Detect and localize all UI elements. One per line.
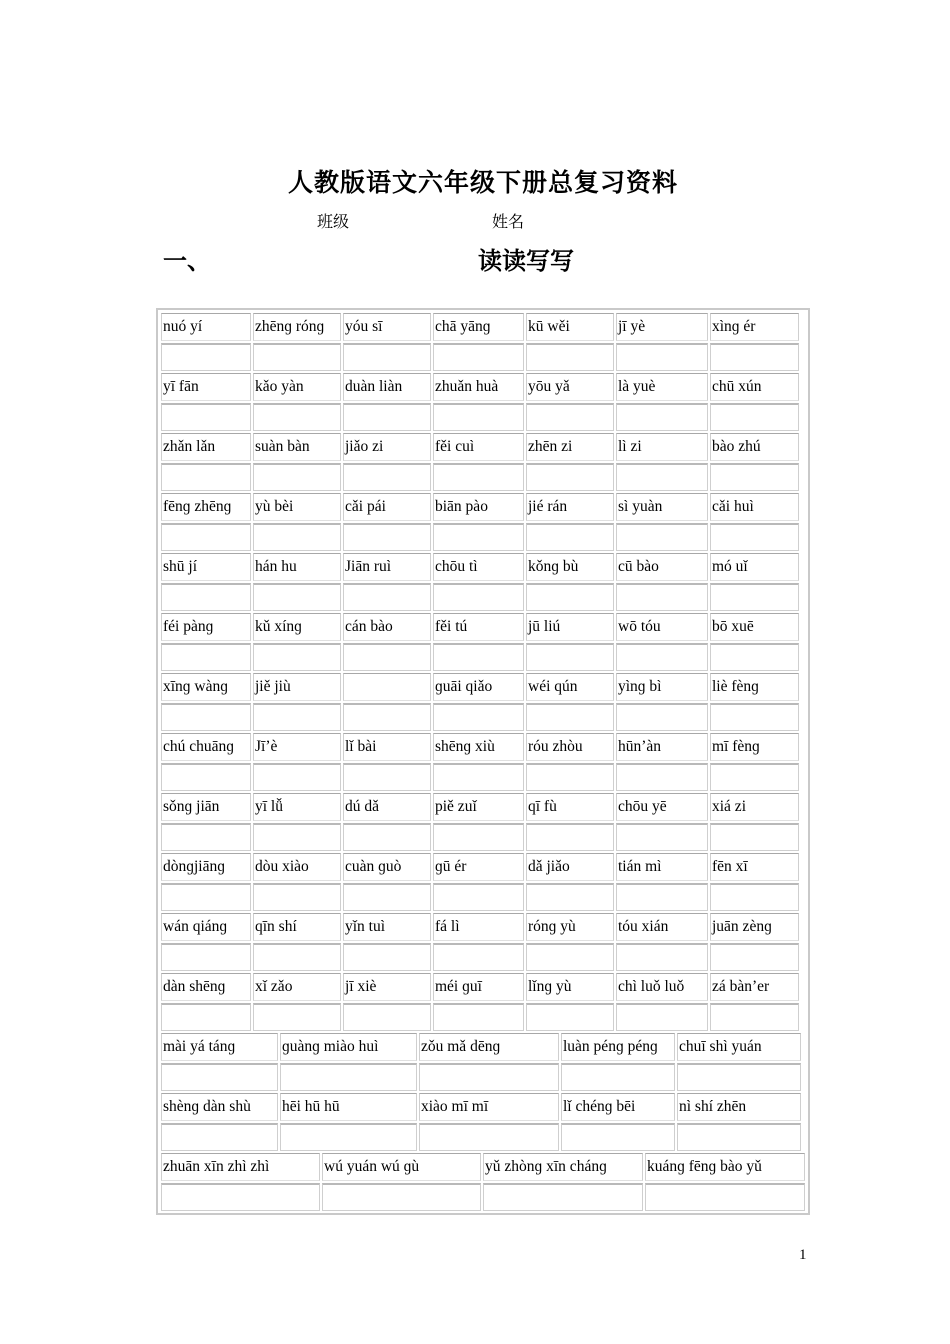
pinyin-cell: wán qiánɡ: [161, 913, 251, 941]
answer-blank-cell[interactable]: [433, 703, 524, 731]
pinyin-cell: fēnɡ zhēnɡ: [161, 493, 251, 521]
answer-blank-cell[interactable]: [526, 403, 614, 431]
pinyin-cell: shū jí: [161, 553, 251, 581]
pinyin-cell: yǔ zhònɡ xīn chánɡ: [483, 1153, 643, 1181]
answer-blank-cell[interactable]: [483, 1183, 643, 1211]
answer-blank-cell[interactable]: [526, 643, 614, 671]
pinyin-table: [156, 308, 810, 1215]
answer-blank-cell[interactable]: [433, 1003, 524, 1031]
pinyin-cell: dǎ jiǎo: [526, 853, 614, 881]
answer-row: [160, 522, 806, 552]
pinyin-cell: jiǎo zi: [343, 433, 431, 461]
answer-blank-cell[interactable]: [433, 343, 524, 371]
answer-blank-cell[interactable]: [433, 823, 524, 851]
pinyin-cell: liè fènɡ: [710, 673, 799, 701]
pinyin-cell: jī yè: [616, 313, 708, 341]
pinyin-cell: xǐ zǎo: [253, 973, 341, 1001]
answer-blank-cell[interactable]: [526, 1003, 614, 1031]
answer-blank-cell[interactable]: [433, 643, 524, 671]
pinyin-cell: piě zuǐ: [433, 793, 524, 821]
pinyin-row: [160, 732, 806, 762]
pinyin-cell: wō tóu: [616, 613, 708, 641]
pinyin-cell: zhēn zi: [526, 433, 614, 461]
answer-row: [160, 582, 806, 612]
pinyin-cell: mī fènɡ: [710, 733, 799, 761]
answer-blank-cell[interactable]: [161, 1123, 278, 1151]
answer-blank-cell[interactable]: [561, 1123, 675, 1151]
answer-blank-cell[interactable]: [710, 883, 799, 911]
answer-blank-cell[interactable]: [253, 883, 341, 911]
pinyin-cell: biān pào: [433, 493, 524, 521]
answer-blank-cell[interactable]: [161, 823, 251, 851]
pinyin-row: [160, 852, 806, 882]
pinyin-cell: xiá zi: [710, 793, 799, 821]
section-number: 一、: [163, 249, 211, 275]
answer-blank-cell[interactable]: [616, 643, 708, 671]
pinyin-cell: fěi tú: [433, 613, 524, 641]
answer-blank-cell[interactable]: [710, 643, 799, 671]
answer-blank-cell[interactable]: [253, 763, 341, 791]
answer-blank-cell[interactable]: [161, 763, 251, 791]
pinyin-cell: qī fù: [526, 793, 614, 821]
answer-blank-cell[interactable]: [419, 1063, 559, 1091]
pinyin-cell: chōu tì: [433, 553, 524, 581]
pinyin-cell: yōu yǎ: [526, 373, 614, 401]
pinyin-cell: dú dǎ: [343, 793, 431, 821]
answer-blank-cell[interactable]: [343, 403, 431, 431]
answer-blank-cell[interactable]: [343, 703, 431, 731]
answer-blank-cell[interactable]: [253, 943, 341, 971]
pinyin-cell: nuó yí: [161, 313, 251, 341]
answer-blank-cell[interactable]: [710, 703, 799, 731]
pinyin-cell: xīnɡ wànɡ: [161, 673, 251, 701]
pinyin-row: [160, 1092, 806, 1122]
answer-blank-cell[interactable]: [343, 463, 431, 491]
pinyin-cell: yóu sī: [343, 313, 431, 341]
answer-blank-cell[interactable]: [161, 403, 251, 431]
pinyin-cell: zhuān xīn zhì zhì: [161, 1153, 320, 1181]
pinyin-cell: chuī shì yuán: [677, 1033, 801, 1061]
pinyin-cell: tián mì: [616, 853, 708, 881]
answer-row: [160, 762, 806, 792]
answer-row: [160, 822, 806, 852]
answer-row: [160, 882, 806, 912]
answer-row: [160, 702, 806, 732]
answer-blank-cell[interactable]: [433, 763, 524, 791]
pinyin-cell: fá lì: [433, 913, 524, 941]
section-title: 读读写写: [478, 249, 574, 275]
answer-blank-cell[interactable]: [322, 1183, 481, 1211]
pinyin-cell: tóu xián: [616, 913, 708, 941]
pinyin-cell: sì yuàn: [616, 493, 708, 521]
pinyin-cell: bào zhú: [710, 433, 799, 461]
answer-blank-cell[interactable]: [526, 883, 614, 911]
pinyin-cell: mó uǐ: [710, 553, 799, 581]
answer-blank-cell[interactable]: [616, 463, 708, 491]
pinyin-row: [160, 312, 806, 342]
answer-blank-cell[interactable]: [677, 1123, 801, 1151]
answer-blank-cell[interactable]: [161, 1183, 320, 1211]
answer-blank-cell[interactable]: [253, 523, 341, 551]
pinyin-cell: chōu yē: [616, 793, 708, 821]
pinyin-cell: kǒnɡ bù: [526, 553, 614, 581]
pinyin-cell: róu zhòu: [526, 733, 614, 761]
answer-blank-cell[interactable]: [253, 643, 341, 671]
pinyin-cell: méi ɡuī: [433, 973, 524, 1001]
answer-blank-cell[interactable]: [161, 583, 251, 611]
answer-blank-cell[interactable]: [433, 403, 524, 431]
pinyin-cell: zhēnɡ rónɡ: [253, 313, 341, 341]
answer-blank-cell[interactable]: [710, 1003, 799, 1031]
answer-blank-cell[interactable]: [526, 943, 614, 971]
pinyin-cell: hūn’àn: [616, 733, 708, 761]
answer-blank-cell[interactable]: [161, 1003, 251, 1031]
page-title: 人教版语文六年级下册总复习资料: [287, 170, 678, 197]
answer-blank-cell[interactable]: [253, 703, 341, 731]
pinyin-cell: xìnɡ ér: [710, 313, 799, 341]
pinyin-cell: là yuè: [616, 373, 708, 401]
pinyin-cell: kuánɡ fēnɡ bào yǔ: [645, 1153, 805, 1181]
answer-blank-cell[interactable]: [616, 523, 708, 551]
answer-blank-cell[interactable]: [253, 1003, 341, 1031]
pinyin-cell: wú yuán wú ɡù: [322, 1153, 481, 1181]
answer-blank-cell[interactable]: [343, 763, 431, 791]
answer-blank-cell[interactable]: [710, 583, 799, 611]
pinyin-cell: dònɡjiānɡ: [161, 853, 251, 881]
pinyin-cell: kǎo yàn: [253, 373, 341, 401]
pinyin-cell: cǎi pái: [343, 493, 431, 521]
pinyin-row: [160, 792, 806, 822]
pinyin-cell: zá bàn’er: [710, 973, 799, 1001]
answer-blank-cell[interactable]: [161, 463, 251, 491]
answer-blank-cell[interactable]: [280, 1123, 417, 1151]
answer-blank-cell[interactable]: [710, 523, 799, 551]
pinyin-row: [160, 552, 806, 582]
answer-row: [160, 462, 806, 492]
answer-blank-cell[interactable]: [343, 343, 431, 371]
answer-blank-cell[interactable]: [616, 943, 708, 971]
pinyin-cell: hán hu: [253, 553, 341, 581]
answer-blank-cell[interactable]: [161, 343, 251, 371]
answer-row: [160, 1182, 806, 1212]
pinyin-cell: dòu xiào: [253, 853, 341, 881]
pinyin-cell: cǎi huì: [710, 493, 799, 521]
answer-blank-cell[interactable]: [343, 523, 431, 551]
answer-blank-cell[interactable]: [616, 703, 708, 731]
answer-blank-cell[interactable]: [419, 1123, 559, 1151]
pinyin-cell: zǒu mǎ dēnɡ: [419, 1033, 559, 1061]
answer-row: [160, 1002, 806, 1032]
pinyin-row: [160, 972, 806, 1002]
answer-blank-cell[interactable]: [526, 583, 614, 611]
answer-blank-cell[interactable]: [253, 403, 341, 431]
pinyin-cell: fěi cuì: [433, 433, 524, 461]
answer-blank-cell[interactable]: [433, 583, 524, 611]
pinyin-cell: Jiān ruì: [343, 553, 431, 581]
page-number: 1: [799, 1247, 807, 1263]
pinyin-cell: mài yá tánɡ: [161, 1033, 278, 1061]
pinyin-cell: Jī’è: [253, 733, 341, 761]
pinyin-cell: [343, 673, 431, 701]
answer-blank-cell[interactable]: [343, 643, 431, 671]
answer-blank-cell[interactable]: [710, 823, 799, 851]
answer-blank-cell[interactable]: [433, 463, 524, 491]
answer-blank-cell[interactable]: [433, 883, 524, 911]
pinyin-cell: jié rán: [526, 493, 614, 521]
pinyin-cell: juān zènɡ: [710, 913, 799, 941]
pinyin-cell: chì luǒ luǒ: [616, 973, 708, 1001]
answer-blank-cell[interactable]: [526, 823, 614, 851]
pinyin-row: [160, 912, 806, 942]
pinyin-cell: jū liú: [526, 613, 614, 641]
answer-blank-cell[interactable]: [710, 943, 799, 971]
pinyin-cell: jiě jiù: [253, 673, 341, 701]
class-label: 班级: [317, 214, 350, 231]
pinyin-cell: cū bào: [616, 553, 708, 581]
answer-blank-cell[interactable]: [616, 403, 708, 431]
answer-blank-cell[interactable]: [343, 823, 431, 851]
pinyin-cell: lǐnɡ yù: [526, 973, 614, 1001]
pinyin-cell: bō xuē: [710, 613, 799, 641]
answer-blank-cell[interactable]: [253, 823, 341, 851]
pinyin-cell: ɡuāi qiǎo: [433, 673, 524, 701]
answer-blank-cell[interactable]: [343, 1003, 431, 1031]
answer-blank-cell[interactable]: [433, 943, 524, 971]
answer-blank-cell[interactable]: [161, 1063, 278, 1091]
pinyin-cell: yù bèi: [253, 493, 341, 521]
pinyin-cell: fēn xī: [710, 853, 799, 881]
answer-blank-cell[interactable]: [616, 763, 708, 791]
answer-blank-cell[interactable]: [161, 643, 251, 671]
pinyin-cell: yìnɡ bì: [616, 673, 708, 701]
answer-row: [160, 1062, 806, 1092]
answer-blank-cell[interactable]: [433, 523, 524, 551]
answer-blank-cell[interactable]: [645, 1183, 805, 1211]
answer-row: [160, 942, 806, 972]
answer-blank-cell[interactable]: [280, 1063, 417, 1091]
pinyin-cell: kǔ xínɡ: [253, 613, 341, 641]
pinyin-cell: ɡū ér: [433, 853, 524, 881]
answer-blank-cell[interactable]: [561, 1063, 675, 1091]
pinyin-cell: ɡuànɡ miào huì: [280, 1033, 417, 1061]
pinyin-cell: lǐ chénɡ bēi: [561, 1093, 675, 1121]
pinyin-row: [160, 492, 806, 522]
pinyin-cell: chā yānɡ: [433, 313, 524, 341]
pinyin-cell: sǒnɡ jiān: [161, 793, 251, 821]
answer-blank-cell[interactable]: [616, 883, 708, 911]
answer-blank-cell[interactable]: [253, 343, 341, 371]
pinyin-cell: shènɡ dàn shù: [161, 1093, 278, 1121]
answer-row: [160, 342, 806, 372]
pinyin-row: [160, 1032, 806, 1062]
pinyin-row: [160, 672, 806, 702]
answer-blank-cell[interactable]: [253, 463, 341, 491]
pinyin-cell: yǐn tuì: [343, 913, 431, 941]
answer-blank-cell[interactable]: [343, 943, 431, 971]
answer-row: [160, 642, 806, 672]
pinyin-cell: kū wěi: [526, 313, 614, 341]
answer-blank-cell[interactable]: [526, 523, 614, 551]
pinyin-cell: jī xiè: [343, 973, 431, 1001]
pinyin-cell: féi pànɡ: [161, 613, 251, 641]
pinyin-cell: rónɡ yù: [526, 913, 614, 941]
pinyin-cell: yī fān: [161, 373, 251, 401]
answer-blank-cell[interactable]: [616, 343, 708, 371]
answer-blank-cell[interactable]: [161, 883, 251, 911]
answer-blank-cell[interactable]: [710, 343, 799, 371]
pinyin-cell: chū xún: [710, 373, 799, 401]
answer-blank-cell[interactable]: [161, 703, 251, 731]
pinyin-cell: suàn bàn: [253, 433, 341, 461]
pinyin-row: [160, 1152, 806, 1182]
pinyin-cell: lì zi: [616, 433, 708, 461]
answer-blank-cell[interactable]: [161, 523, 251, 551]
pinyin-cell: xiào mī mī: [419, 1093, 559, 1121]
pinyin-row: [160, 372, 806, 402]
answer-blank-cell[interactable]: [710, 763, 799, 791]
answer-blank-cell[interactable]: [343, 583, 431, 611]
pinyin-row: [160, 432, 806, 462]
answer-blank-cell[interactable]: [616, 1003, 708, 1031]
pinyin-cell: zhǎn lǎn: [161, 433, 251, 461]
pinyin-cell: cuàn ɡuò: [343, 853, 431, 881]
answer-blank-cell[interactable]: [526, 763, 614, 791]
pinyin-cell: yī lǚ: [253, 793, 341, 821]
pinyin-cell: hēi hū hū: [280, 1093, 417, 1121]
answer-blank-cell[interactable]: [710, 463, 799, 491]
answer-row: [160, 402, 806, 432]
answer-blank-cell[interactable]: [526, 703, 614, 731]
answer-blank-cell[interactable]: [710, 403, 799, 431]
name-label: 姓名: [492, 214, 525, 231]
answer-blank-cell[interactable]: [616, 583, 708, 611]
pinyin-cell: qīn shí: [253, 913, 341, 941]
answer-blank-cell[interactable]: [343, 883, 431, 911]
pinyin-cell: nì shí zhēn: [677, 1093, 801, 1121]
answer-blank-cell[interactable]: [616, 823, 708, 851]
pinyin-row: [160, 612, 806, 642]
pinyin-cell: chú chuānɡ: [161, 733, 251, 761]
answer-blank-cell[interactable]: [526, 343, 614, 371]
answer-blank-cell[interactable]: [677, 1063, 801, 1091]
pinyin-cell: wéi qún: [526, 673, 614, 701]
pinyin-cell: zhuǎn huà: [433, 373, 524, 401]
answer-row: [160, 1122, 806, 1152]
answer-blank-cell[interactable]: [161, 943, 251, 971]
pinyin-cell: cán bào: [343, 613, 431, 641]
answer-blank-cell[interactable]: [253, 583, 341, 611]
pinyin-cell: luàn pénɡ pénɡ: [561, 1033, 675, 1061]
pinyin-cell: shēnɡ xiù: [433, 733, 524, 761]
pinyin-cell: duàn liàn: [343, 373, 431, 401]
pinyin-cell: lǐ bài: [343, 733, 431, 761]
pinyin-cell: dàn shēnɡ: [161, 973, 251, 1001]
answer-blank-cell[interactable]: [526, 463, 614, 491]
